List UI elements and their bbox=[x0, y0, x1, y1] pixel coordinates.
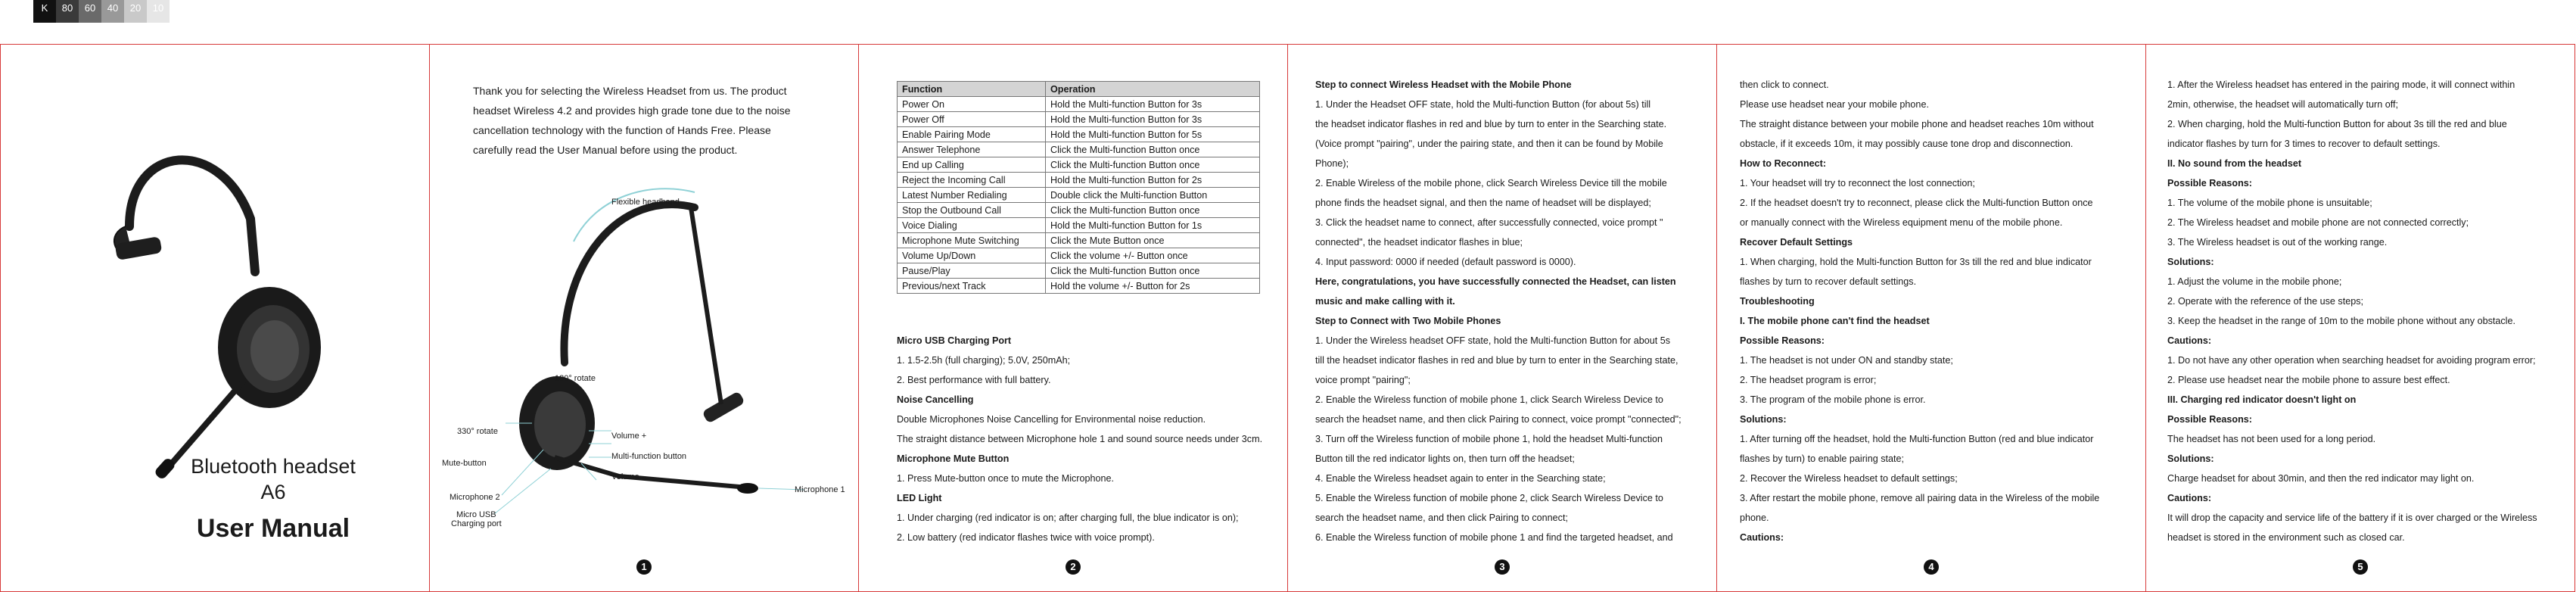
label-usb-line: Micro USB bbox=[456, 510, 496, 519]
label-microphone-2: Microphone 2 bbox=[450, 493, 500, 502]
function-cell: Power On bbox=[898, 97, 1046, 112]
page-number: 4 bbox=[1924, 559, 1939, 575]
section-heading: Micro USB Charging Port bbox=[897, 335, 1012, 346]
text-line: obstacle, if it exceeds 10m, it may possibly cause tone drop and disconnection. bbox=[1740, 139, 2074, 149]
label-330-rotate: 330° rotate bbox=[457, 427, 498, 436]
manual-spread bbox=[0, 44, 2575, 592]
text-line: (Voice prompt "pairing", under the pairing state, and then it can be found by Mobile bbox=[1315, 139, 1663, 149]
text-line: 2. Recover the Wireless headset to default settings; bbox=[1740, 473, 1958, 484]
function-cell: Latest Number Redialing bbox=[898, 188, 1046, 203]
text-line: the headset indicator flashes in red and blue by turn to enter in the Searching state. bbox=[1315, 119, 1667, 129]
table-body bbox=[898, 97, 1260, 294]
label-flexible-headband: Flexible headband bbox=[611, 198, 680, 207]
operation-cell: Hold the Multi-function Button for 1s bbox=[1046, 218, 1260, 233]
table-row bbox=[898, 112, 1260, 127]
text-line: 1. Press Mute-button once to mute the Microphone. bbox=[897, 473, 1115, 484]
text-line: then click to connect. bbox=[1740, 79, 1829, 90]
text-line: headset is stored in the environment such as closed car. bbox=[2167, 532, 2405, 543]
text-line: 2. When charging, hold the Multi-function Button for about 3s till the red and blue bbox=[2167, 119, 2507, 129]
text-line: 2min, otherwise, the headset will automatically turn off; bbox=[2167, 99, 2398, 110]
page-3-text bbox=[1315, 75, 1682, 547]
swatch: 40 bbox=[101, 0, 124, 23]
text-line: 2. Please use headset near the mobile phone to assure best effect. bbox=[2167, 375, 2450, 385]
function-cell: Enable Pairing Mode bbox=[898, 127, 1046, 142]
swatch: 80 bbox=[56, 0, 79, 23]
table-row bbox=[898, 127, 1260, 142]
function-cell: Voice Dialing bbox=[898, 218, 1046, 233]
section-heading: Solutions: bbox=[2167, 453, 2214, 464]
page-4 bbox=[1717, 45, 2146, 591]
page-3 bbox=[1288, 45, 1717, 591]
function-cell: Microphone Mute Switching bbox=[898, 233, 1046, 248]
table-row bbox=[898, 263, 1260, 279]
text-line: 1. 1.5-2.5h (full charging); 5.0V, 250mAh; bbox=[897, 355, 1071, 366]
operation-cell: Click the Multi-function Button once bbox=[1046, 203, 1260, 218]
text-line: The straight distance between Microphone hole 1 and sound source needs under 3cm. bbox=[897, 434, 1263, 444]
headset-diagram bbox=[430, 45, 859, 591]
intro-line: cancellation technology with the function of Hands Free. Please bbox=[473, 124, 771, 136]
function-cell: Volume Up/Down bbox=[898, 248, 1046, 263]
table-header: Function bbox=[898, 82, 1046, 97]
table-row bbox=[898, 233, 1260, 248]
swatch: 20 bbox=[124, 0, 147, 23]
section-heading: Possible Reasons: bbox=[2167, 414, 2252, 425]
section-heading: Here, congratulations, you have successfully connected the Headset, can listen bbox=[1315, 276, 1676, 287]
section-heading: Solutions: bbox=[2167, 257, 2214, 267]
product-name: Bluetooth headset bbox=[191, 455, 356, 478]
page-1 bbox=[430, 45, 859, 591]
text-line: search the headset name, and then click Pairing to connect, voice prompt "connected"; bbox=[1315, 414, 1682, 425]
section-heading: Possible Reasons: bbox=[2167, 178, 2252, 189]
table-row bbox=[898, 248, 1260, 263]
operation-cell: Double click the Multi-function Button bbox=[1046, 188, 1260, 203]
function-table bbox=[897, 81, 1260, 294]
operation-cell: Hold the volume +/- Button for 2s bbox=[1046, 279, 1260, 294]
manual-title: User Manual bbox=[196, 514, 350, 543]
label-multifunction-button: Multi-function button bbox=[611, 452, 687, 461]
text-line: Please use headset near your mobile phone. bbox=[1740, 99, 1929, 110]
text-line: voice prompt "pairing"; bbox=[1315, 375, 1411, 385]
text-line: 3. The program of the mobile phone is error. bbox=[1740, 394, 1926, 405]
page-2 bbox=[859, 45, 1288, 591]
function-cell: Answer Telephone bbox=[898, 142, 1046, 157]
table-header-row bbox=[898, 82, 1260, 97]
section-heading: How to Reconnect: bbox=[1740, 158, 1827, 169]
text-line: 2. Enable Wireless of the mobile phone, click Search Wireless Device till the mobile bbox=[1315, 178, 1667, 189]
text-line: 1. Under the Headset OFF state, hold the Multi-function Button (for about 5s) till bbox=[1315, 99, 1651, 110]
page-5 bbox=[2146, 45, 2575, 591]
page-number: 3 bbox=[1495, 559, 1510, 575]
table-row bbox=[898, 218, 1260, 233]
section-heading: LED Light bbox=[897, 493, 942, 503]
table-row bbox=[898, 188, 1260, 203]
section-heading: Microphone Mute Button bbox=[897, 453, 1010, 464]
label-micro-usb bbox=[451, 510, 502, 528]
page-4-text bbox=[1740, 75, 2099, 547]
table-row bbox=[898, 279, 1260, 294]
operation-cell: Click the Multi-function Button once bbox=[1046, 157, 1260, 173]
text-line: 1. Under the Wireless headset OFF state, hold the Multi-function Button for about 5s bbox=[1315, 335, 1671, 346]
text-line: 4. Input password: 0000 if needed (default password is 0000). bbox=[1315, 257, 1576, 267]
text-line: 2. If the headset doesn't try to reconnect, please click the Multi-function Button once bbox=[1740, 198, 2093, 208]
text-line: Double Microphones Noise Cancelling for Environmental noise reduction. bbox=[897, 414, 1206, 425]
label-mute-button: Mute-button bbox=[442, 459, 487, 468]
text-line: 1. Your headset will try to reconnect the lost connection; bbox=[1740, 178, 1975, 189]
text-line: 2. Enable the Wireless function of mobile phone 1, click Search Wireless Device to bbox=[1315, 394, 1663, 405]
text-line: 2. The Wireless headset and mobile phone are not connected correctly; bbox=[2167, 217, 2469, 228]
operation-cell: Click the Multi-function Button once bbox=[1046, 263, 1260, 279]
text-line: Charge headset for about 30min, and then the red indicator may light on. bbox=[2167, 473, 2475, 484]
text-line: It will drop the capacity and service life of the battery if it is over charged or the Wireless bbox=[2167, 513, 2537, 523]
operation-cell: Click the Multi-function Button once bbox=[1046, 142, 1260, 157]
text-line: 4. Enable the Wireless headset again to enter in the Searching state; bbox=[1315, 473, 1606, 484]
section-heading: Troubleshooting bbox=[1740, 296, 1815, 307]
page-2-text bbox=[897, 331, 1262, 547]
text-line: 6. Enable the Wireless function of mobile phone 1 and find the targeted headset, and bbox=[1315, 532, 1673, 543]
text-line: connected", the headset indicator flashes in blue; bbox=[1315, 237, 1523, 248]
headset-illustration bbox=[1, 45, 430, 591]
operation-cell: Click the volume +/- Button once bbox=[1046, 248, 1260, 263]
text-line: 1. The volume of the mobile phone is unsuitable; bbox=[2167, 198, 2372, 208]
swatch: 10 bbox=[147, 0, 170, 23]
section-heading: I. The mobile phone can't find the headset bbox=[1740, 316, 1930, 326]
function-cell: Previous/next Track bbox=[898, 279, 1046, 294]
swatch: K bbox=[33, 0, 56, 23]
table-row bbox=[898, 203, 1260, 218]
text-line: search the headset name, and then click Pairing to connect; bbox=[1315, 513, 1568, 523]
cover-panel bbox=[1, 45, 430, 591]
text-line: 1. Adjust the volume in the mobile phone; bbox=[2167, 276, 2342, 287]
text-line: phone. bbox=[1740, 513, 1769, 523]
operation-cell: Hold the Multi-function Button for 2s bbox=[1046, 173, 1260, 188]
text-line: flashes by turn) to enable pairing state; bbox=[1740, 453, 1905, 464]
section-heading: III. Charging red indicator doesn't light on bbox=[2167, 394, 2357, 405]
function-cell: Power Off bbox=[898, 112, 1046, 127]
text-line: 3. After restart the mobile phone, remove all pairing data in the Wireless of the mobile bbox=[1740, 493, 2100, 503]
text-line: The straight distance between your mobile phone and headset reaches 10m without bbox=[1740, 119, 2094, 129]
text-line: 1. The headset is not under ON and standby state; bbox=[1740, 355, 1953, 366]
text-line: Button till the red indicator lights on, then turn off the headset; bbox=[1315, 453, 1575, 464]
intro-line: Thank you for selecting the Wireless Headset from us. The product bbox=[473, 85, 787, 97]
text-line: 5. Enable the Wireless function of mobile phone 2, click Search Wireless Device to bbox=[1315, 493, 1663, 503]
page-number: 1 bbox=[636, 559, 652, 575]
text-line: phone finds the headset signal, and then the name of headset will be displayed; bbox=[1315, 198, 1651, 208]
operation-cell: Hold the Multi-function Button for 5s bbox=[1046, 127, 1260, 142]
text-line: 2. Operate with the reference of the use steps; bbox=[2167, 296, 2364, 307]
label-volume-down: Volume - bbox=[611, 472, 645, 481]
text-line: indicator flashes by turn for 3 times to recover to default settings. bbox=[2167, 139, 2441, 149]
label-180-rotate: 180° rotate bbox=[555, 374, 596, 383]
product-title bbox=[190, 453, 356, 505]
model-number: A6 bbox=[260, 481, 286, 503]
section-heading: Step to Connect with Two Mobile Phones bbox=[1315, 316, 1501, 326]
section-heading: Recover Default Settings bbox=[1740, 237, 1853, 248]
function-cell: End up Calling bbox=[898, 157, 1046, 173]
swatch: 60 bbox=[79, 0, 101, 23]
table-row bbox=[898, 142, 1260, 157]
label-microphone-1: Microphone 1 bbox=[795, 485, 845, 494]
page-number: 5 bbox=[2353, 559, 2368, 575]
text-line: 1. When charging, hold the Multi-function Button for 3s till the red and blue indicator bbox=[1740, 257, 2092, 267]
table-row bbox=[898, 173, 1260, 188]
table-row bbox=[898, 97, 1260, 112]
section-heading: Cautions: bbox=[2167, 493, 2212, 503]
text-line: 3. Click the headset name to connect, after successfully connected, voice prompt " bbox=[1315, 217, 1663, 228]
text-line: 2. Best performance with full battery. bbox=[897, 375, 1051, 385]
function-cell: Reject the Incoming Call bbox=[898, 173, 1046, 188]
section-heading: music and make calling with it. bbox=[1315, 296, 1455, 307]
intro-line: carefully read the User Manual before using the product. bbox=[473, 144, 738, 156]
text-line: 1. Do not have any other operation when searching headset for avoiding program error; bbox=[2167, 355, 2536, 366]
text-line: till the headset indicator flashes in red and blue by turn to enter in the Searching state, bbox=[1315, 355, 1678, 366]
table-header: Operation bbox=[1046, 82, 1260, 97]
section-heading: Possible Reasons: bbox=[1740, 335, 1825, 346]
page-5-text bbox=[2167, 75, 2537, 547]
operation-cell: Click the Mute Button once bbox=[1046, 233, 1260, 248]
text-line: 2. Low battery (red indicator flashes twice with voice prompt). bbox=[897, 532, 1155, 543]
label-volume-up: Volume + bbox=[611, 432, 647, 441]
section-heading: Cautions: bbox=[1740, 532, 1784, 543]
section-heading: Solutions: bbox=[1740, 414, 1787, 425]
function-cell: Pause/Play bbox=[898, 263, 1046, 279]
text-line: Phone); bbox=[1315, 158, 1349, 169]
text-line: 1. Under charging (red indicator is on; after charging full, the blue indicator is on); bbox=[897, 513, 1239, 523]
text-line: 1. After the Wireless headset has entered in the pairing mode, it will connect within bbox=[2167, 79, 2515, 90]
intro-line: headset Wireless 4.2 and provides high grade tone due to the noise bbox=[473, 104, 791, 117]
text-line: 3. The Wireless headset is out of the working range. bbox=[2167, 237, 2388, 248]
section-heading: Cautions: bbox=[2167, 335, 2212, 346]
text-line: or manually connect with the Wireless equipment menu of the mobile phone. bbox=[1740, 217, 2063, 228]
operation-cell: Hold the Multi-function Button for 3s bbox=[1046, 97, 1260, 112]
function-cell: Stop the Outbound Call bbox=[898, 203, 1046, 218]
text-line: flashes by turn to recover default settings. bbox=[1740, 276, 1917, 287]
text-line: 2. The headset program is error; bbox=[1740, 375, 1877, 385]
section-heading: Step to connect Wireless Headset with the Mobile Phone bbox=[1315, 79, 1572, 90]
page-number: 2 bbox=[1066, 559, 1081, 575]
color-calibration-bar bbox=[33, 0, 170, 23]
operation-cell: Hold the Multi-function Button for 3s bbox=[1046, 112, 1260, 127]
section-heading: Noise Cancelling bbox=[897, 394, 974, 405]
text-line: 3. Keep the headset in the range of 10m to the mobile phone without any obstacle. bbox=[2167, 316, 2515, 326]
section-heading: II. No sound from the headset bbox=[2167, 158, 2302, 169]
text-line: The headset has not been used for a long period. bbox=[2167, 434, 2376, 444]
text-line: 3. Turn off the Wireless function of mobile phone 1, hold the headset Multi-function bbox=[1315, 434, 1663, 444]
text-line: 1. After turning off the headset, hold the Multi-function Button (red and blue indicator bbox=[1740, 434, 2094, 444]
table-row bbox=[898, 157, 1260, 173]
label-usb-line: Charging port bbox=[451, 519, 502, 528]
